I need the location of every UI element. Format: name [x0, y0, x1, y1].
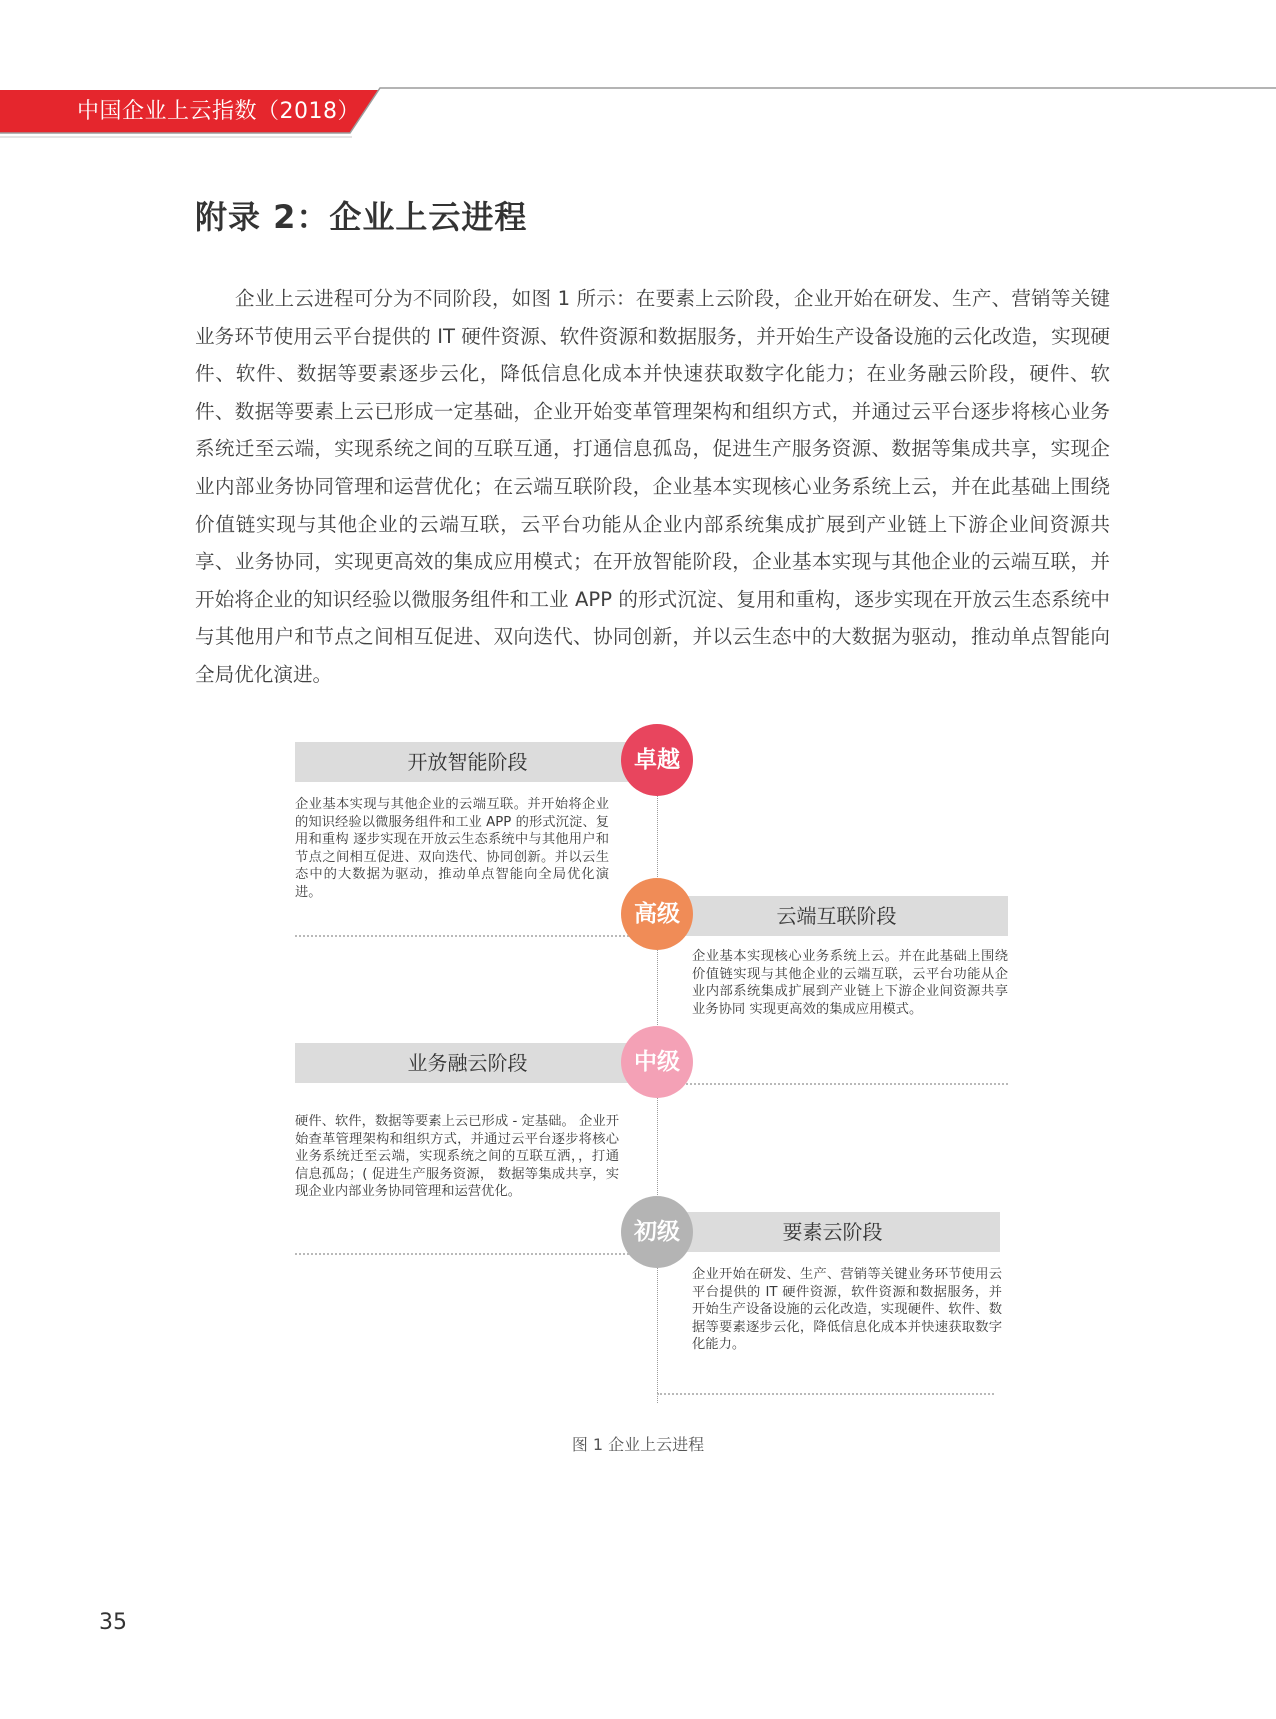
level-badge-beginner: 初级 [621, 1196, 693, 1268]
figure-caption: 图 1 企业上云进程 [571, 1435, 705, 1454]
level-badge-excellent: 卓越 [621, 724, 693, 796]
stage-desc-element-cloud: 企业开始在研发、生产、营销等关键业务环节使用云平台提供的 IT 硬件资源，软件资源和数据服务，并开始生产设备设施的云化改造，实现硬件、软件、数据等要素逐步云化，降低信息化成本并快速获取数字化能力。 [692, 1267, 1002, 1353]
page-number: 35 [99, 1610, 127, 1635]
level-badge-intermediate: 中级 [621, 1026, 693, 1098]
divider-line [295, 1253, 657, 1255]
divider-line [657, 1393, 994, 1395]
divider-line [657, 1083, 1008, 1085]
banner-title: 中国企业上云指数（2018） [77, 99, 360, 124]
stage-bar-business-cloud: 业务融云阶段 [295, 1043, 640, 1083]
divider-line [295, 935, 657, 937]
stage-desc-cloud-interconnect: 企业基本实现核心业务系统上云。并在此基础上围绕价值链实现与其他企业的云端互联，云平台功能从企业内部系统集成扩展到产业链上下游企业间资源共享业务协同 实现更高效的集成应用模式。 [692, 949, 1008, 1017]
stage-desc-open-intelligence: 企业基本实现与其他企业的云端互联。并开始将企业的知识经验以微服务组件和工业 APP 的形式沉淀、复用和重构 逐步实现在开放云生态系统中与其他用户和节点之间相互促进、双向迭代、协同创新。并以云生态中的大数据为驱动，推动单点智能向全局优化演进。 [295, 797, 609, 900]
stage-bar-open-intelligence: 开放智能阶段 [295, 742, 640, 782]
level-badge-advanced: 高级 [621, 878, 693, 950]
page-title: 附录 2：企业上云进程 [195, 198, 528, 236]
stage-desc-business-cloud: 硬件、软件，数据等要素上云已形成 - 定基础。 企业开始查革管理架构和组织方式，并通过云平台逐步将核心业务系统迁至云端，实现系统之间的互联互洒，，打通信息孤岛；( 促进生产服务资源， 数据等集成共享，实现企业内部业务协同管理和运营优化。 [295, 1114, 619, 1200]
body-paragraph: 企业上云进程可分为不同阶段，如图 1 所示：在要素上云阶段，企业开始在研发、生产、营销等关键业务环节使用云平台提供的 IT 硬件资源、软件资源和数据服务，并开始生产设备设施的云化改造，实现硬件、软件、数据等要素逐步云化，降低信息化成本并快速获取数字化能力；在业务融云阶段，硬件、软件、数据等要素上云已形成一定基础，企业开始变革管理架构和组织方式，并通过云平台逐步将核心业务系统迁至云端，实现系统之间的互联互通，打通信息孤岛，促进生产服务资源、数据等集成共享，实现企业内部业务协同管理和运营优化；在云端互联阶段，企业基本实现核心业务系统上云，并在此基础上围绕价值链实现与其他企业的云端互联，云平台功能从企业内部系统集成扩展到产业链上下游企业间资源共享、业务协同，实现更高效的集成应用模式；在开放智能阶段，企业基本实现与其他企业的云端互联，并开始将企业的知识经验以微服务组件和工业 APP 的形式沉淀、复用和重构，逐步实现在开放云生态系统中与其他用户和节点之间相互促进、双向迭代、协同创新，并以云生态中的大数据为驱动，推动单点智能向全局优化演进。 [195, 287, 1110, 686]
stage-bar-element-cloud: 要素云阶段 [665, 1212, 1000, 1252]
stage-bar-cloud-interconnect: 云端互联阶段 [665, 896, 1008, 936]
timeline-axis [657, 755, 658, 1403]
